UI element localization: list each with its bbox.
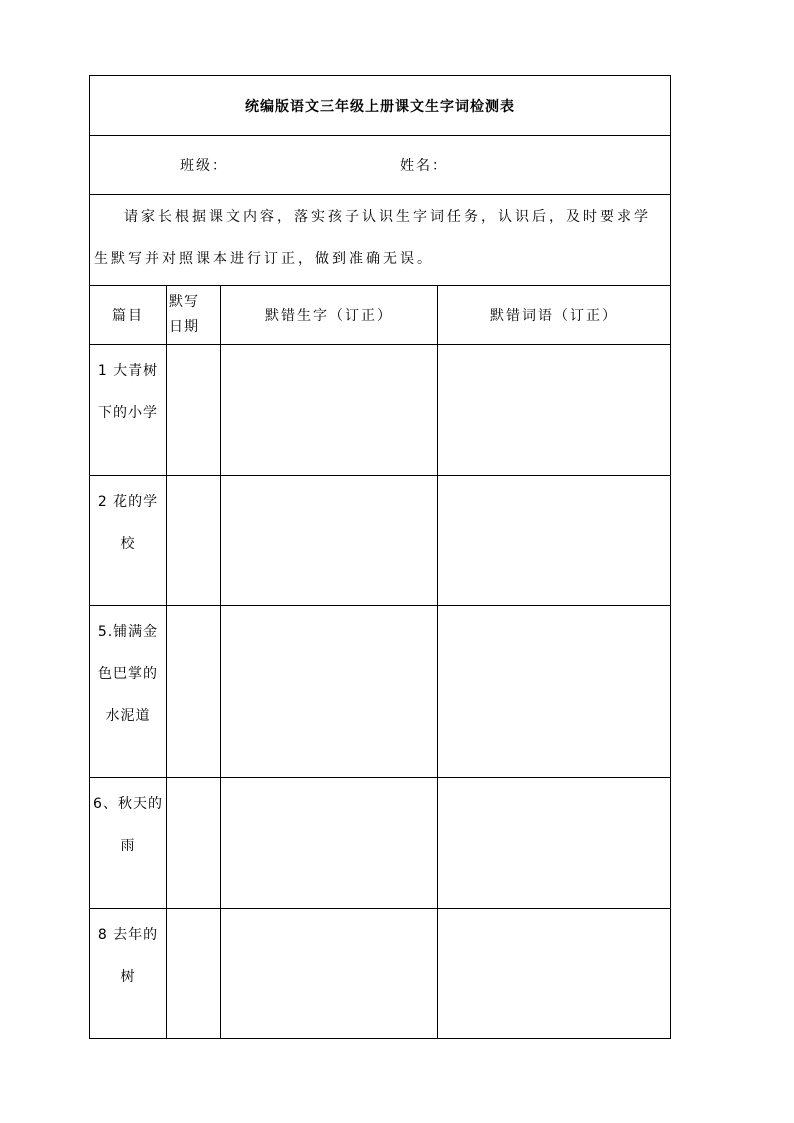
date-cell[interactable] [167, 778, 221, 909]
lesson-cell [90, 345, 167, 476]
wrong-chars-cell[interactable] [221, 909, 438, 1039]
lesson-line: 色巴掌的 [98, 666, 158, 682]
wrong-words-cell[interactable] [438, 606, 671, 778]
wrong-chars-cell[interactable] [221, 345, 438, 476]
wrong-chars-cell[interactable] [221, 606, 438, 778]
lesson-line: 雨 [120, 838, 136, 854]
table-row [90, 345, 671, 476]
wrong-chars-cell[interactable] [221, 476, 438, 606]
info-cell [90, 136, 671, 195]
header-wrong-chars: 默错生字（订正） [221, 286, 438, 345]
lesson-cell [90, 476, 167, 606]
date-cell[interactable] [167, 909, 221, 1039]
instructions-row [90, 195, 671, 286]
header-date-line2: 日期 [169, 319, 199, 335]
lesson-line: 水泥道 [105, 708, 151, 724]
date-cell[interactable] [167, 345, 221, 476]
table-row [90, 476, 671, 606]
date-cell[interactable] [167, 606, 221, 778]
info-row [90, 136, 671, 195]
lesson-line: 1 大青树 [97, 363, 159, 379]
date-cell[interactable] [167, 476, 221, 606]
lesson-cell [90, 909, 167, 1039]
lesson-line: 校 [120, 536, 136, 552]
table-row [90, 909, 671, 1039]
header-row [90, 286, 671, 345]
instructions-text: 请家长根据课文内容，落实孩子认识生字词任务，认识后，及时要求学生默写并对照课本进行订正，做到准确无误。 [90, 195, 671, 286]
checklist-sheet [89, 75, 670, 1037]
lesson-line: 树 [120, 969, 136, 985]
lesson-line: 2 花的学 [97, 494, 159, 510]
document-title: 统编版语文三年级上册课文生字词检测表 [90, 76, 671, 136]
wrong-words-cell[interactable] [438, 476, 671, 606]
name-label: 姓名： [400, 158, 448, 174]
header-wrong-words: 默错词语（订正） [438, 286, 671, 345]
lesson-cell [90, 778, 167, 909]
lesson-line: 8 去年的 [97, 927, 159, 943]
class-label: 班级： [180, 158, 228, 174]
wrong-words-cell[interactable] [438, 909, 671, 1039]
lesson-cell [90, 606, 167, 778]
table-row [90, 778, 671, 909]
lesson-line: 5.铺满金 [97, 624, 159, 640]
checklist-table [89, 75, 671, 1039]
lesson-line: 下的小学 [98, 405, 158, 421]
lesson-line: 6、秋天的 [93, 796, 163, 812]
header-date [167, 286, 221, 345]
wrong-words-cell[interactable] [438, 345, 671, 476]
wrong-chars-cell[interactable] [221, 778, 438, 909]
title-row [90, 76, 671, 136]
header-lesson: 篇目 [90, 286, 167, 345]
header-date-line1: 默写 [169, 294, 199, 310]
wrong-words-cell[interactable] [438, 778, 671, 909]
table-row [90, 606, 671, 778]
